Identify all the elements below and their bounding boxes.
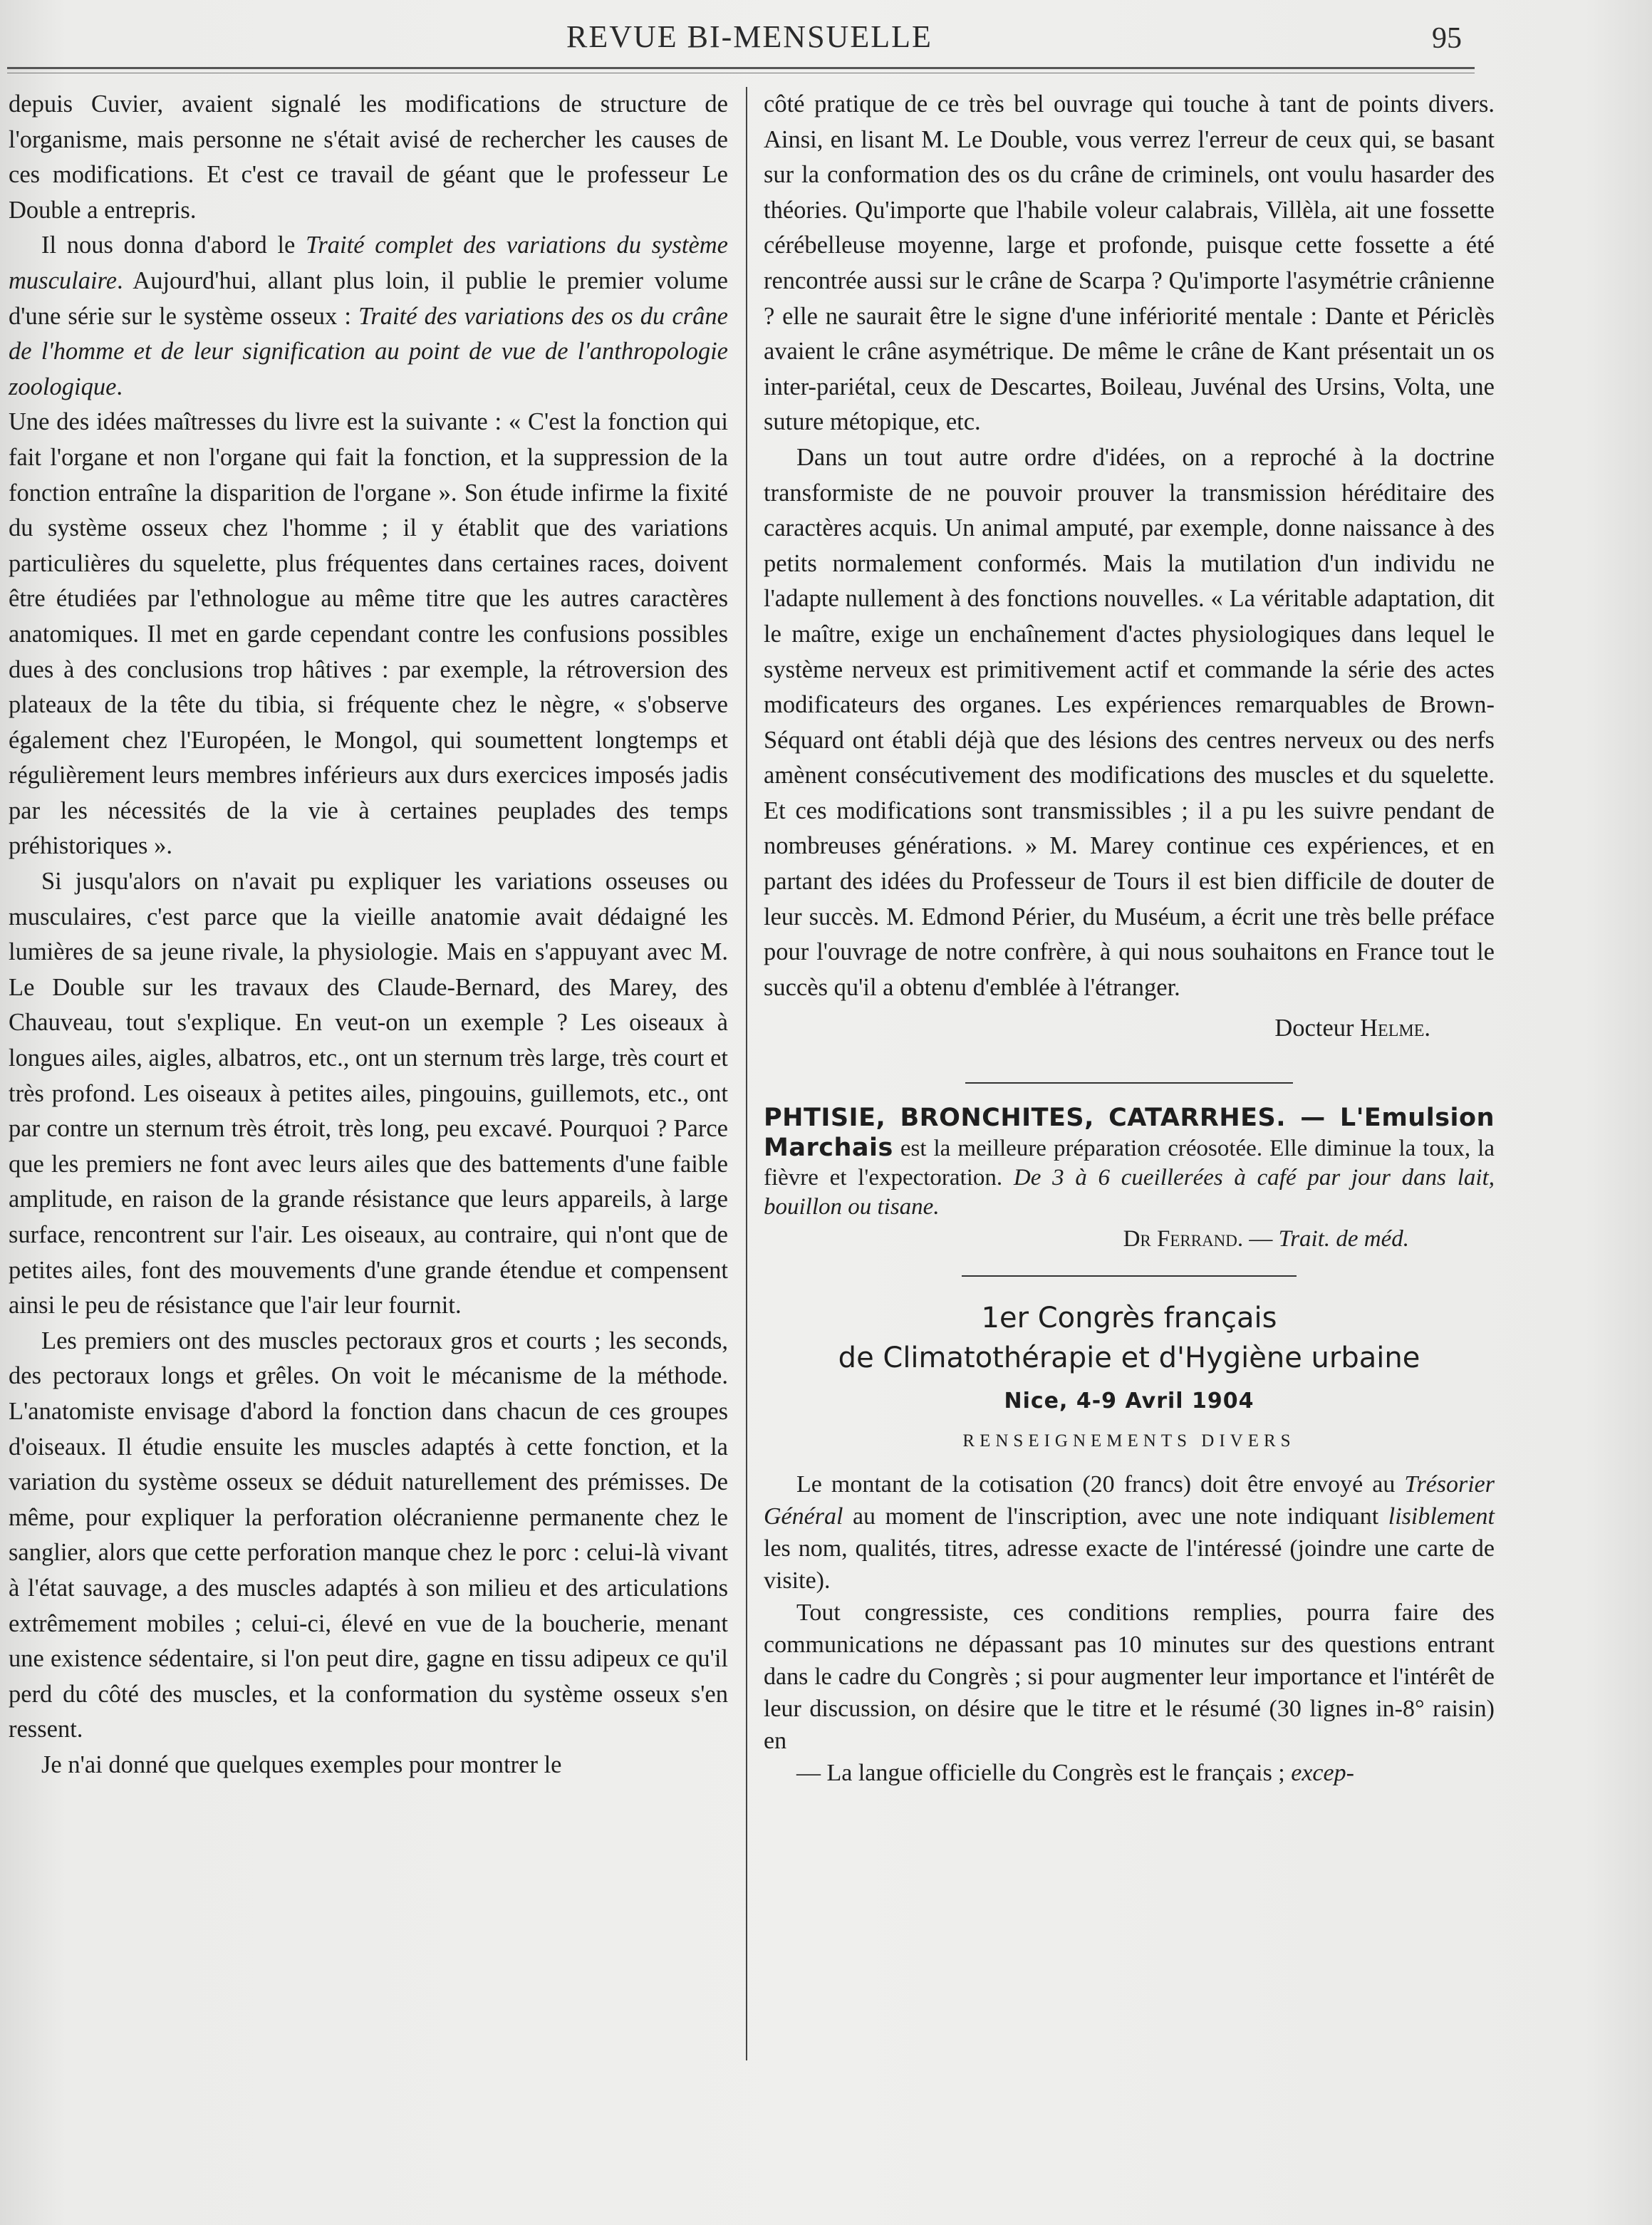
emphasis: lisiblement [1388, 1503, 1495, 1530]
paragraph [9, 228, 728, 405]
paragraph: Je n'ai donné que quelques exemples pour montrer le [41, 1751, 562, 1778]
emphasis: excep- [1291, 1760, 1354, 1787]
signature [764, 1011, 1495, 1047]
paragraph: Dans un tout autre ordre d'idées, on a reproché à la doctrine transformiste de ne pouvoir prouver la transmission héréditaire des caractères acquis. Un animal amputé, par exemple, donne naissance à des petits normalement conformés. Mais la mutilation d'un individu ne l'adapte nullement à des fonctions nouvelles. « La véritable adaptation, dit le maître, exige un enchaînement d'actes physiologiques dans lequel le système nerveux est primitivement actif et commande la série des actes modificateurs des organes. Les expériences remarquables de Brown-Séquard ont établi déjà que des lésions des centres nerveux ou des nerfs amènent consécutivement des modifications des muscles et du squelette. Et ces modifications sont transmissibles ; il a pu les suivre pendant de nombreuses générations. » M. Marey continue ces expériences, et en partant des idées du Professeur de Tours il est bien difficile de douter de leur succès. M. Edmond Périer, du Muséum, a écrit une très belle préface pour l'ouvrage de notre confrère, à qui nous souhaitons en France tout le succès qu'il a obtenu d'emblée à l'étranger. [764, 443, 1495, 1001]
notice-body [764, 1104, 1495, 1222]
congress-section [764, 1298, 1495, 1789]
book-title: Traité des variations des os du crâne de l'homme et de leur signification au point de vue de l'anthropologie zoologique [9, 302, 728, 400]
text-run: les nom, qualités, titres, adresse exacte de l'intéressé (joindre une carte de visite). [764, 1535, 1495, 1594]
source-sep: — [1243, 1226, 1279, 1252]
congress-title-line: 1er Congrès français [981, 1302, 1277, 1335]
text-run: Le montant de la cotisation (20 francs) doit être envoyé au [796, 1471, 1405, 1498]
paragraph: depuis Cuvier, avaient signalé les modifications de structure de l'organisme, mais personne ne s'était avisé de rechercher les causes de ces modifications. Et c'est ce travail de géant que le professeur Le Double a entrepris. [9, 90, 728, 224]
paragraph: Les premiers ont des muscles pectoraux gros et courts ; les seconds, des pectoraux longs et grêles. On voit le mécanisme de la méthode. L'anatomiste envisage d'abord la fonction dans chacun de ces groupes d'oiseaux. Il étudie ensuite les muscles adaptés à cette fonction, et la variation du système osseux se déduit naturellement des prémisses. De même, pour expliquer la perforation olécranienne permanente chez le sanglier, alors que cette perforation manque chez le porc : celui-là vivant à l'état sauvage, a des muscles adaptés à son milieu et des articulations extrêmement mobiles ; celui-ci, élevé en vue de la boucherie, menant une existence sédentaire, si l'on peut dire, gagne en tissu adipeux ce qu'il perd du côté des muscles, et la conformation du système osseux s'en ressent. [9, 1327, 728, 1743]
paragraph: Tout congressiste, ces conditions remplies, pourra faire des communications ne dépassant pas 10 minutes sur des questions entrant dans le cadre du Congrès ; si pour augmenter leur importance et l'intérêt de leur discussion, on désire que le titre et le résumé (30 lignes in-8° raisin) en [764, 1599, 1495, 1755]
column-rule [746, 87, 747, 2060]
notice-dose: De 3 à 6 cueillerées à café par jour dans lait, bouillon ou tisane. [764, 1165, 1495, 1220]
paragraph: Si jusqu'alors on n'avait pu expliquer les variations osseuses ou musculaires, c'est parce que la vieille anatomie avait dédaigné les lumières de sa jeune rivale, la physiologie. Mais en s'appuyant avec M. Le Double sur les travaux des Claude-Bernard, des Marey, des Chauveau, tout s'explique. En veut-on un exemple ? Les oiseaux à longues ailes, aigles, albatros, etc., ont un sternum très large, très court et très profond. Les oiseaux à petites ailes, pingouins, guillemots, etc., ont par contre un sternum très étroit, très long, peu excavé. Pourquoi ? Parce que les premiers ne font avec leurs ailes que des battements d'une faible amplitude, en raison de la grande résistance que leurs appareils, à large surface, rencontrent sur l'air. Les oiseaux, au contraire, qui n'ont que de petites ailes, font des mouvements d'une grande étendue et compensent ainsi le peu de résistance que l'air leur fournit. [9, 868, 728, 1319]
running-head: REVUE BI-MENSUELLE [566, 19, 933, 54]
text-run: — La langue officielle du Congrès est le français ; [796, 1760, 1292, 1787]
right-column [764, 87, 1495, 1789]
source-work: Trait. de méd. [1278, 1226, 1409, 1252]
congress-place-date: Nice, 4-9 Avril 1904 [1004, 1389, 1254, 1414]
paragraph: côté pratique de ce très bel ouvrage qui touche à tant de points divers. Ainsi, en lisant M. Le Double, vous verrez l'erreur de ceux qui, se basant sur la conformation des os du crâne de criminels, ont voulu hasarder des théories. Qu'importe que l'habile voleur calabrais, Villèla, ait une fossette cérébelleuse moyenne, large et profonde, puisque cette fossette a été rencontrée aussi sur le crâne de Scarpa ? Qu'importe l'asymétrie crânienne ? elle ne saurait être le signe d'une infériorité mentale : Dante et Périclès avaient le crâne asymétrique. De même le crâne de Kant présentait un os inter-pariétal, ceux de Descartes, Boileau, Juvénal des Ursins, Volta, une suture métopique, etc. [764, 90, 1495, 436]
signature-name: Helme. [1360, 1015, 1430, 1042]
text-run: au moment de l'inscription, avec une note indiquant [843, 1503, 1388, 1530]
text-run: . [116, 373, 123, 400]
page-number: 95 [1432, 22, 1462, 55]
paragraph: Une des idées maîtresses du livre est la suivante : « C'est la fonction qui fait l'organe et non l'organe qui fait la fonction, et la suppression de la fonction entraîne la disparition de l'organe ». Son étude infirme la fixité du système osseux chez l'homme ; il y établit que des variations particulières du squelette, plus fréquentes dans certaines races, doivent être étudiées par l'ethnologue au même titre que les autres caractères anatomiques. Il met en garde cependant contre les confusions possibles dues à des conclusions trop hâtives : par exemple, la rétroversion des plateaux de la tête du tibia, si fréquente chez le nègre, « s'observe également chez l'Européen, le Mongol, qui soumettent longtemps et régulièrement leurs membres inférieurs aux durs exercices imposés jadis par les nécessités de la vie à certaines peuplades des temps préhistoriques ». [9, 408, 728, 860]
notice-text: est la meilleure préparation créosotée. Elle diminue la toux, la fièvre et l'expectoration. [764, 1136, 1495, 1191]
congress-title-line: de Climatothérapie et d'Hygiène urbaine [838, 1342, 1420, 1375]
header-rule [7, 67, 1475, 69]
notice-source [764, 1225, 1495, 1254]
page-header [0, 16, 1652, 58]
congress-title [764, 1298, 1495, 1378]
source-author: Dr Ferrand. [1123, 1226, 1244, 1252]
section-separator [965, 1082, 1293, 1084]
left-column [9, 87, 728, 1783]
text-run: . Aujourd'hui, allant plus loin, il publie le premier volume d'une série sur le système osseux : [9, 266, 728, 330]
paragraph [764, 1757, 1495, 1789]
congress-subtitle: RENSEIGNEMENTS DIVERS [962, 1431, 1296, 1451]
signature-prefix: Docteur [1274, 1015, 1361, 1042]
text-run: Il nous donna d'abord le [41, 232, 306, 259]
advert-notice [764, 1104, 1495, 1254]
emphasis: Trésorier Général [764, 1471, 1495, 1530]
section-separator [962, 1275, 1297, 1277]
paragraph [764, 1468, 1495, 1597]
notice-lead: PHTISIE, BRONCHITES, CATARRHES. — L'Emulsion Marchais [764, 1104, 1495, 1163]
book-title: Traité complet des variations du système musculaire [9, 232, 728, 294]
